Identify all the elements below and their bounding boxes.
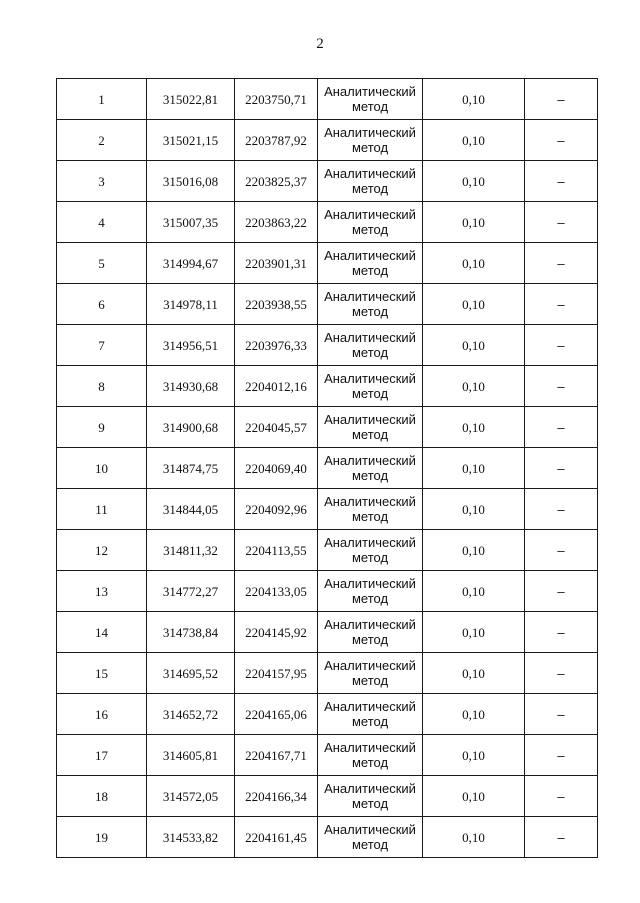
method-cell — [318, 530, 423, 571]
method-line1: Аналитический — [324, 494, 416, 509]
point-number-cell: 14 — [57, 612, 147, 653]
y-coordinate-cell: 2204166,34 — [235, 776, 318, 817]
method-line1: Аналитический — [324, 658, 416, 673]
point-number-cell: 5 — [57, 243, 147, 284]
point-number-cell: 6 — [57, 284, 147, 325]
y-coordinate-cell: 2203825,37 — [235, 161, 318, 202]
method-line1: Аналитический — [324, 822, 416, 837]
error-cell: 0,10 — [423, 79, 525, 120]
point-number-cell: 11 — [57, 489, 147, 530]
table-row — [57, 120, 598, 161]
y-coordinate-cell: 2203863,22 — [235, 202, 318, 243]
method-line2: метод — [351, 304, 389, 319]
y-coordinate-cell: 2203750,71 — [235, 79, 318, 120]
method-line1: Аналитический — [324, 166, 416, 181]
method-line2: метод — [351, 550, 389, 565]
method-line2: метод — [351, 632, 389, 647]
y-coordinate-cell: 2204092,96 — [235, 489, 318, 530]
error-cell: 0,10 — [423, 776, 525, 817]
method-line2: метод — [351, 796, 389, 811]
table-row — [57, 776, 598, 817]
error-cell: 0,10 — [423, 120, 525, 161]
x-coordinate-cell: 315016,08 — [147, 161, 235, 202]
table-row — [57, 161, 598, 202]
note-cell: – — [525, 202, 598, 243]
error-cell: 0,10 — [423, 325, 525, 366]
method-cell — [318, 407, 423, 448]
method-cell — [318, 653, 423, 694]
note-cell: – — [525, 407, 598, 448]
point-number-cell: 19 — [57, 817, 147, 858]
point-number-cell: 18 — [57, 776, 147, 817]
method-cell — [318, 325, 423, 366]
table-row — [57, 735, 598, 776]
table-row — [57, 407, 598, 448]
x-coordinate-cell: 314738,84 — [147, 612, 235, 653]
table-row — [57, 571, 598, 612]
note-cell: – — [525, 243, 598, 284]
y-coordinate-cell: 2204161,45 — [235, 817, 318, 858]
y-coordinate-cell: 2203976,33 — [235, 325, 318, 366]
note-cell: – — [525, 489, 598, 530]
method-cell — [318, 284, 423, 325]
method-cell — [318, 120, 423, 161]
method-line2: метод — [351, 468, 389, 483]
method-cell — [318, 243, 423, 284]
x-coordinate-cell: 315021,15 — [147, 120, 235, 161]
x-coordinate-cell: 314572,05 — [147, 776, 235, 817]
x-coordinate-cell: 314772,27 — [147, 571, 235, 612]
y-coordinate-cell: 2204113,55 — [235, 530, 318, 571]
y-coordinate-cell: 2204012,16 — [235, 366, 318, 407]
coordinates-table-body — [57, 79, 598, 858]
method-line1: Аналитический — [324, 535, 416, 550]
method-line2: метод — [351, 181, 389, 196]
error-cell: 0,10 — [423, 735, 525, 776]
method-cell — [318, 735, 423, 776]
method-line2: метод — [351, 714, 389, 729]
error-cell: 0,10 — [423, 202, 525, 243]
y-coordinate-cell: 2204133,05 — [235, 571, 318, 612]
method-cell — [318, 489, 423, 530]
note-cell: – — [525, 366, 598, 407]
x-coordinate-cell: 314994,67 — [147, 243, 235, 284]
method-line1: Аналитический — [324, 699, 416, 714]
method-line2: метод — [351, 509, 389, 524]
method-line1: Аналитический — [324, 617, 416, 632]
note-cell: – — [525, 817, 598, 858]
error-cell: 0,10 — [423, 243, 525, 284]
method-cell — [318, 79, 423, 120]
method-cell — [318, 448, 423, 489]
point-number-cell: 10 — [57, 448, 147, 489]
method-line1: Аналитический — [324, 330, 416, 345]
method-line1: Аналитический — [324, 412, 416, 427]
method-cell — [318, 817, 423, 858]
method-line1: Аналитический — [324, 781, 416, 796]
y-coordinate-cell: 2204167,71 — [235, 735, 318, 776]
method-cell — [318, 571, 423, 612]
table-row — [57, 612, 598, 653]
method-line1: Аналитический — [324, 453, 416, 468]
method-line2: метод — [351, 140, 389, 155]
y-coordinate-cell: 2204165,06 — [235, 694, 318, 735]
x-coordinate-cell: 314930,68 — [147, 366, 235, 407]
x-coordinate-cell: 315022,81 — [147, 79, 235, 120]
point-number-cell: 2 — [57, 120, 147, 161]
note-cell: – — [525, 325, 598, 366]
error-cell: 0,10 — [423, 161, 525, 202]
method-line2: метод — [351, 99, 389, 114]
point-number-cell: 8 — [57, 366, 147, 407]
method-line2: метод — [351, 345, 389, 360]
point-number-cell: 17 — [57, 735, 147, 776]
x-coordinate-cell: 314900,68 — [147, 407, 235, 448]
note-cell: – — [525, 530, 598, 571]
error-cell: 0,10 — [423, 612, 525, 653]
y-coordinate-cell: 2204069,40 — [235, 448, 318, 489]
table-row — [57, 202, 598, 243]
error-cell: 0,10 — [423, 530, 525, 571]
y-coordinate-cell: 2204045,57 — [235, 407, 318, 448]
table-row — [57, 817, 598, 858]
x-coordinate-cell: 315007,35 — [147, 202, 235, 243]
method-line1: Аналитический — [324, 576, 416, 591]
method-cell — [318, 202, 423, 243]
note-cell: – — [525, 161, 598, 202]
y-coordinate-cell: 2204157,95 — [235, 653, 318, 694]
error-cell: 0,10 — [423, 366, 525, 407]
note-cell: – — [525, 653, 598, 694]
method-line1: Аналитический — [324, 371, 416, 386]
table-row — [57, 243, 598, 284]
x-coordinate-cell: 314533,82 — [147, 817, 235, 858]
point-number-cell: 4 — [57, 202, 147, 243]
method-line2: метод — [351, 673, 389, 688]
x-coordinate-cell: 314844,05 — [147, 489, 235, 530]
table-row — [57, 653, 598, 694]
y-coordinate-cell: 2203938,55 — [235, 284, 318, 325]
error-cell: 0,10 — [423, 448, 525, 489]
method-cell — [318, 366, 423, 407]
table-row — [57, 79, 598, 120]
note-cell: – — [525, 612, 598, 653]
x-coordinate-cell: 314811,32 — [147, 530, 235, 571]
error-cell: 0,10 — [423, 694, 525, 735]
point-number-cell: 12 — [57, 530, 147, 571]
x-coordinate-cell: 314978,11 — [147, 284, 235, 325]
note-cell: – — [525, 735, 598, 776]
point-number-cell: 15 — [57, 653, 147, 694]
method-line2: метод — [351, 427, 389, 442]
x-coordinate-cell: 314874,75 — [147, 448, 235, 489]
error-cell: 0,10 — [423, 817, 525, 858]
error-cell: 0,10 — [423, 489, 525, 530]
table-row — [57, 694, 598, 735]
point-number-cell: 3 — [57, 161, 147, 202]
method-line1: Аналитический — [324, 84, 416, 99]
method-line2: метод — [351, 222, 389, 237]
page-number: 2 — [316, 36, 324, 52]
point-number-cell: 9 — [57, 407, 147, 448]
note-cell: – — [525, 448, 598, 489]
method-line1: Аналитический — [324, 740, 416, 755]
y-coordinate-cell: 2203901,31 — [235, 243, 318, 284]
method-line1: Аналитический — [324, 207, 416, 222]
note-cell: – — [525, 79, 598, 120]
x-coordinate-cell: 314956,51 — [147, 325, 235, 366]
error-cell: 0,10 — [423, 571, 525, 612]
method-cell — [318, 612, 423, 653]
method-line1: Аналитический — [324, 248, 416, 263]
method-line1: Аналитический — [324, 289, 416, 304]
error-cell: 0,10 — [423, 653, 525, 694]
x-coordinate-cell: 314605,81 — [147, 735, 235, 776]
point-number-cell: 7 — [57, 325, 147, 366]
y-coordinate-cell: 2203787,92 — [235, 120, 318, 161]
method-line2: метод — [351, 837, 389, 852]
method-line2: метод — [351, 263, 389, 278]
point-number-cell: 1 — [57, 79, 147, 120]
table-row — [57, 366, 598, 407]
method-line2: метод — [351, 755, 389, 770]
method-cell — [318, 694, 423, 735]
table-row — [57, 489, 598, 530]
x-coordinate-cell: 314652,72 — [147, 694, 235, 735]
method-line2: метод — [351, 386, 389, 401]
x-coordinate-cell: 314695,52 — [147, 653, 235, 694]
y-coordinate-cell: 2204145,92 — [235, 612, 318, 653]
method-line2: метод — [351, 591, 389, 606]
coordinates-table — [56, 78, 598, 858]
table-row — [57, 530, 598, 571]
method-line1: Аналитический — [324, 125, 416, 140]
note-cell: – — [525, 776, 598, 817]
note-cell: – — [525, 694, 598, 735]
note-cell: – — [525, 120, 598, 161]
error-cell: 0,10 — [423, 284, 525, 325]
point-number-cell: 13 — [57, 571, 147, 612]
point-number-cell: 16 — [57, 694, 147, 735]
note-cell: – — [525, 571, 598, 612]
table-row — [57, 325, 598, 366]
table-row — [57, 284, 598, 325]
method-cell — [318, 776, 423, 817]
method-cell — [318, 161, 423, 202]
table-row — [57, 448, 598, 489]
error-cell: 0,10 — [423, 407, 525, 448]
note-cell: – — [525, 284, 598, 325]
